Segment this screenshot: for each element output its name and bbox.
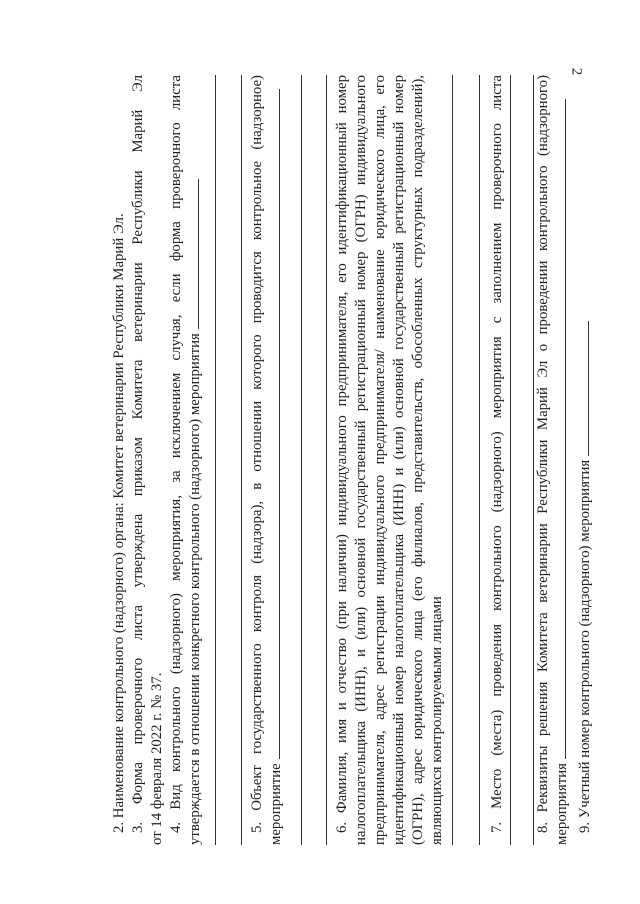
item-4-rule-2 [241,75,242,845]
item-5-rule-2 [326,75,327,845]
item-6-rule-2 [479,75,480,845]
item-6-line-3: предпринимателя, адрес регистрации индивидуального предпринимателя/ наименование юридического лица, его [372,75,388,845]
item-4-rule-1 [215,75,216,845]
item-2-text: 2. Наименование контрольного (надзорного) органа: Комитет ветеринарии Республики Марий Эл. [111,213,127,833]
item-6-line-1: 6. Фамилия, имя и отчество (при наличии) индивидуального предпринимателя, его идентификационный номер [334,75,350,833]
document-body [110,75,593,845]
page-number: 2 [568,67,585,76]
item-3-line-2: от 14 февраля 2022 г. № 37. [149,672,165,845]
item-7-rule-1 [510,75,511,845]
item-4-text: утверждается в отношении конкретного контрольного (надзорного) мероприятия [187,333,203,845]
item-4-line-2 [186,179,205,845]
item-4-line-1: 4. Вид контрольного (надзорного) мероприятия, за исключением случая, если форма проверочного листа [168,75,184,833]
item-5-line-2 [267,89,286,845]
item-8-line-1: 8. Реквизиты решения Комитета ветеринарии Республики Марий Эл о проведении контрольного (надзорного) [535,75,551,833]
item-5-line-1: 5. Объект государственного контроля (надзора), в отношении которого проводится контрольное (надзорное) [249,75,265,833]
item-9-blank-line[interactable] [587,321,589,456]
item-8-blank-line[interactable] [564,99,566,759]
item-6-line-6: являющихся контролируемыми лицами [429,596,445,845]
item-3-line-1: 3. Форма проверочного листа утверждена приказом Комитета ветеринарии Республики Марий Эл [130,75,146,833]
item-6-line-2: налогоплательщика (ИНН), и (или) основной государственный регистрационный номер (ОГРН) индивидуального [353,75,369,845]
item-5-text: мероприятие [268,763,284,845]
item-9-line [576,321,595,833]
item-9-text: 9. Учетный номер контрольного (надзорного) мероприятия [577,459,593,833]
item-6-rule-1 [452,75,453,845]
item-4-blank-line[interactable] [197,179,199,329]
item-6-line-4: идентификационный номер налогоплательщика (ИНН) и (или) основной государственный регистрационный номер [391,75,407,845]
item-8-text: мероприятия [554,763,570,845]
item-5-blank-line[interactable] [278,89,280,759]
item-6-line-5: (ОГРН), адрес юридического лица (его филиалов, представительств, обособленных структурных подразделений), [410,75,426,845]
item-5-rule-1 [301,75,302,845]
item-7-text: 7. Место (места) проведения контрольного (надзорного) мероприятия с заполнением проверочного листа [489,75,505,833]
item-8-line-2 [553,99,572,845]
